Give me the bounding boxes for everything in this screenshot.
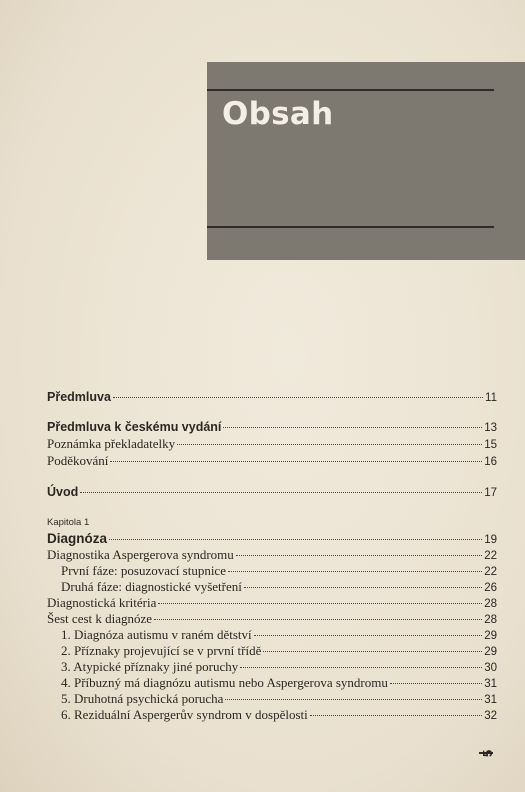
toc-entry-label: Předmluva <box>47 390 111 404</box>
toc-entry-podekovani <box>47 452 497 470</box>
toc-entry-uvod <box>47 483 497 501</box>
toc-entry-label: 5. Druhotná psychická porucha <box>61 691 224 706</box>
leader-dots <box>390 683 482 684</box>
toc-entry-page: 31 <box>484 678 497 690</box>
toc-entry-page: 32 <box>484 710 497 722</box>
leader-dots <box>158 603 482 604</box>
toc-entry <box>47 706 497 724</box>
toc-entry-page: 29 <box>484 646 497 658</box>
toc-entry-label: 1. Diagnóza autismu v raném dětství <box>61 627 252 642</box>
toc-entry-page: 11 <box>485 392 497 404</box>
toc-entry-label: Diagnostická kritéria <box>47 595 157 610</box>
toc-entry-label: Šest cest k diagnóze <box>47 611 153 626</box>
leader-dots <box>263 651 482 652</box>
toc-entry-page: 17 <box>484 487 497 499</box>
toc-entry-poznamka <box>47 435 497 453</box>
toc-entry-page: 26 <box>484 582 497 594</box>
leader-dots <box>113 397 483 398</box>
toc-entry-page: 22 <box>484 550 497 562</box>
leader-dots <box>240 667 482 668</box>
toc-entry-label: Úvod <box>47 485 79 499</box>
page-number: 5 <box>480 749 495 757</box>
toc-entry-label: Předmluva k českému vydání <box>47 420 222 434</box>
leader-dots <box>177 444 482 445</box>
toc-entry-label: 6. Reziduální Aspergerův syndrom v dospělosti <box>61 707 308 722</box>
toc-entry-page: 31 <box>484 694 497 706</box>
leader-dots <box>225 699 482 700</box>
toc-entry-label: První fáze: posuzovací stupnice <box>61 563 226 578</box>
toc-entry-label: 2. Příznaky projevující se v první třídě <box>61 643 262 658</box>
leader-dots <box>228 571 482 572</box>
header-block <box>207 62 525 260</box>
toc-entry-predmluva <box>47 388 497 406</box>
leader-dots <box>80 492 482 493</box>
leader-dots <box>254 635 483 636</box>
leader-dots <box>154 619 482 620</box>
toc-entry-label: 4. Příbuzný má diagnózu autismu nebo Aspergerova syndromu <box>61 675 388 690</box>
header-rule-top <box>207 89 494 91</box>
toc-entry-page: 28 <box>484 614 497 626</box>
toc-entry-page: 29 <box>484 630 497 642</box>
header-rule-bottom <box>207 226 494 228</box>
toc-entry-label: 3. Atypické příznaky jiné poruchy <box>61 659 239 674</box>
toc-entry-page: 19 <box>484 534 497 546</box>
toc-entry-label: Poděkování <box>47 453 109 468</box>
leader-dots <box>244 587 482 588</box>
page-title: Obsah <box>222 96 334 132</box>
toc-entry-page: 13 <box>484 422 497 434</box>
toc-entry-page: 22 <box>484 566 497 578</box>
leader-dots <box>236 555 482 556</box>
toc-entry-page: 16 <box>484 456 497 468</box>
leader-dots <box>110 461 482 462</box>
toc-entry-page: 28 <box>484 598 497 610</box>
toc-entry-label: Druhá fáze: diagnostické vyšetření <box>61 579 242 594</box>
leader-dots <box>109 539 482 540</box>
toc-entry-label: Diagnostika Aspergerova syndromu <box>47 547 234 562</box>
toc-entry-page: 15 <box>484 439 497 451</box>
leader-dots <box>223 427 482 428</box>
toc-entry-label: Poznámka překladatelky <box>47 436 176 451</box>
toc-entry-page: 30 <box>484 662 497 674</box>
toc-entry-predmluva-cz <box>47 418 497 436</box>
chapter-number: Kapitola 1 <box>47 517 90 528</box>
toc-entry-label: Diagnóza <box>47 531 108 546</box>
leader-dots <box>310 715 482 716</box>
